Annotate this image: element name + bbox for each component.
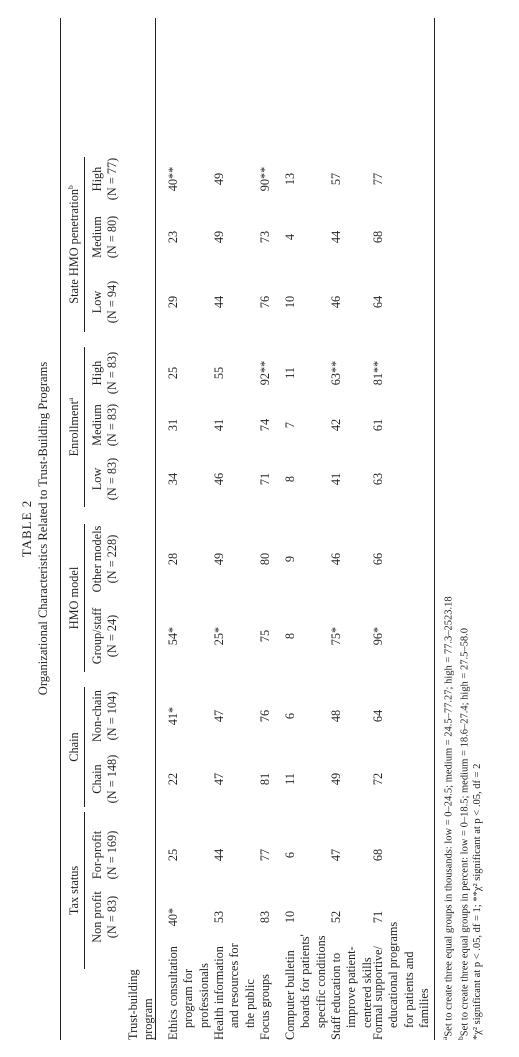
table-cell: 41: [212, 418, 226, 432]
table-cell: 47: [212, 709, 226, 723]
column-n: (N = 228): [105, 534, 120, 584]
column-group-header: Tax status: [66, 812, 85, 969]
column-name: Non profit: [90, 891, 104, 943]
column-n: (N = 77): [105, 157, 120, 201]
table-cell: 72: [371, 772, 385, 786]
column-group-header: State HMO penetration$^b$: [66, 157, 85, 332]
table-cell: 42: [329, 418, 343, 432]
table-cell: 64: [371, 709, 385, 723]
column-name: Other models: [90, 525, 104, 593]
column-n: (N = 83): [105, 895, 120, 939]
stub-header: [126, 969, 157, 1040]
table-cell: 41*: [166, 706, 180, 726]
table-cell: 83: [258, 910, 272, 924]
table-cell: 49: [329, 772, 343, 786]
table-cell: 73: [258, 230, 272, 244]
column-n: (N = 83): [105, 403, 120, 447]
table-cell: 96*: [371, 626, 385, 646]
table-cell: 52: [329, 910, 343, 924]
table-cell: 76: [258, 709, 272, 723]
column-n: (N = 83): [105, 457, 120, 501]
table-cell: 55: [212, 366, 226, 380]
table-cell: 77: [371, 172, 385, 186]
table-cell: 25: [166, 848, 180, 862]
column-header: [90, 815, 121, 895]
column-group-header: Chain: [66, 687, 85, 807]
column-name: Non-chain: [90, 690, 104, 742]
column-name: High: [90, 166, 104, 192]
table-cell: 68: [371, 230, 385, 244]
table-cell: 8: [283, 632, 297, 640]
column-name: Medium: [90, 404, 104, 446]
table-cell: 44: [212, 848, 226, 862]
table-cell: 23: [166, 230, 180, 244]
row-label: Computer bulletin boards for patients' specific conditions: [283, 934, 328, 1040]
table-cell: 53: [212, 910, 226, 924]
column-n: (N = 148): [105, 754, 120, 804]
stub-header-line: program: [141, 998, 156, 1040]
row-label: Staff education to improve patient- centered skills: [329, 946, 374, 1040]
table-cell: 68: [371, 848, 385, 862]
table-cell: 54*: [166, 626, 180, 646]
column-header: [90, 139, 121, 219]
table-cell: 4: [283, 233, 297, 241]
table-cell: 6: [283, 851, 297, 859]
table-cell: 76: [258, 295, 272, 309]
column-name: Chain: [90, 764, 104, 794]
table-cell: 75: [258, 629, 272, 643]
table-cell: 10: [283, 295, 297, 309]
table-cell: 44: [212, 295, 226, 309]
column-header: [90, 676, 121, 756]
table-cell: 90**: [258, 166, 272, 192]
table-cell: 47: [329, 848, 343, 862]
table-cell: 49: [212, 552, 226, 566]
row-label: Formal supportive/ educational programs for patients and families: [371, 921, 432, 1040]
table-title: TABLE 2: [19, 499, 34, 558]
table-cell: 75*: [329, 626, 343, 646]
table-cell: 34: [166, 472, 180, 486]
row-label: Health information and resources for the public: [212, 943, 257, 1040]
top-rule: [60, 18, 61, 1040]
table-cell: 61: [371, 418, 385, 432]
table-cell: 6: [283, 712, 297, 720]
row-label: Ethics consultation program for professionals: [166, 946, 211, 1040]
column-name: Medium: [90, 216, 104, 258]
footnote-a: $^a$Set to create three equal groups in thousands: low = 0–24.5; medium = 24.5–77.27; high = 77.3–2523.18: [440, 596, 455, 1040]
column-n: (N = 24): [105, 614, 120, 658]
column-header: [90, 596, 121, 676]
bottom-rule: [434, 18, 435, 1040]
table-subtitle: Organizational Characteristics Related to Trust-Building Programs: [36, 361, 50, 696]
column-name: For-profit: [90, 830, 104, 880]
table-cell: 40**: [166, 166, 180, 192]
column-group-header: HMO model: [66, 524, 85, 672]
table-cell: 57: [329, 172, 343, 186]
table-cell: 46: [329, 295, 343, 309]
table-cell: 81**: [371, 360, 385, 386]
column-n: (N = 94): [105, 280, 120, 324]
table-cell: 11: [283, 367, 297, 379]
column-n: (N = 104): [105, 691, 120, 741]
table-cell: 8: [283, 475, 297, 483]
column-name: Low: [90, 290, 104, 314]
table-cell: 46: [329, 552, 343, 566]
table-cell: 29: [166, 295, 180, 309]
table-cell: 44: [329, 230, 343, 244]
table-cell: 49: [212, 230, 226, 244]
table-cell: 92**: [258, 360, 272, 386]
table-cell: 77: [258, 848, 272, 862]
table-cell: 71: [371, 910, 385, 924]
footnote-b: $^b$Set to create three equal groups in percent: low = 0–18.5; medium = 18.6–27.4; high = 27.5–58.0: [456, 628, 471, 1040]
column-n: (N = 80): [105, 215, 120, 259]
table-cell: 41: [329, 472, 343, 486]
table-cell: 40*: [166, 907, 180, 927]
table-cell: 63**: [329, 360, 343, 386]
table-cell: 9: [283, 555, 297, 563]
column-name: Low: [90, 467, 104, 491]
table-cell: 64: [371, 295, 385, 309]
stub-header-line: Trust-building: [126, 969, 140, 1040]
table-cell: 25*: [212, 626, 226, 646]
table-cell: 63: [371, 472, 385, 486]
column-header: [90, 333, 121, 413]
table-cell: 22: [166, 772, 180, 786]
table-cell: 11: [283, 773, 297, 785]
table-cell: 7: [283, 421, 297, 429]
table-cell: 81: [258, 772, 272, 786]
table-cell: 74: [258, 418, 272, 432]
table-cell: 49: [212, 172, 226, 186]
column-group-header: Enrollment$^a$: [66, 347, 85, 507]
table-cell: 80: [258, 552, 272, 566]
table-cell: 48: [329, 709, 343, 723]
row-label: Focus groups: [258, 974, 272, 1040]
footnote-significance: *χ² significant at p < .05, df = 1; **χ² significant at p < .05, df = 2: [472, 763, 484, 1040]
table-cell: 31: [166, 418, 180, 432]
table-cell: 28: [166, 552, 180, 566]
table-cell: 10: [283, 910, 297, 924]
table-notes: [440, 596, 485, 1040]
column-name: High: [90, 360, 104, 386]
table-cell: 13: [283, 172, 297, 186]
table-cell: 66: [371, 552, 385, 566]
column-n: (N = 83): [105, 351, 120, 395]
column-header: [90, 519, 121, 599]
table-cell: 71: [258, 472, 272, 486]
table-cell: 46: [212, 472, 226, 486]
table-cell: 47: [212, 772, 226, 786]
column-n: (N = 169): [105, 830, 120, 880]
column-name: Group/staff: [90, 607, 104, 665]
header-rule: [155, 18, 156, 1040]
table-cell: 25: [166, 366, 180, 380]
